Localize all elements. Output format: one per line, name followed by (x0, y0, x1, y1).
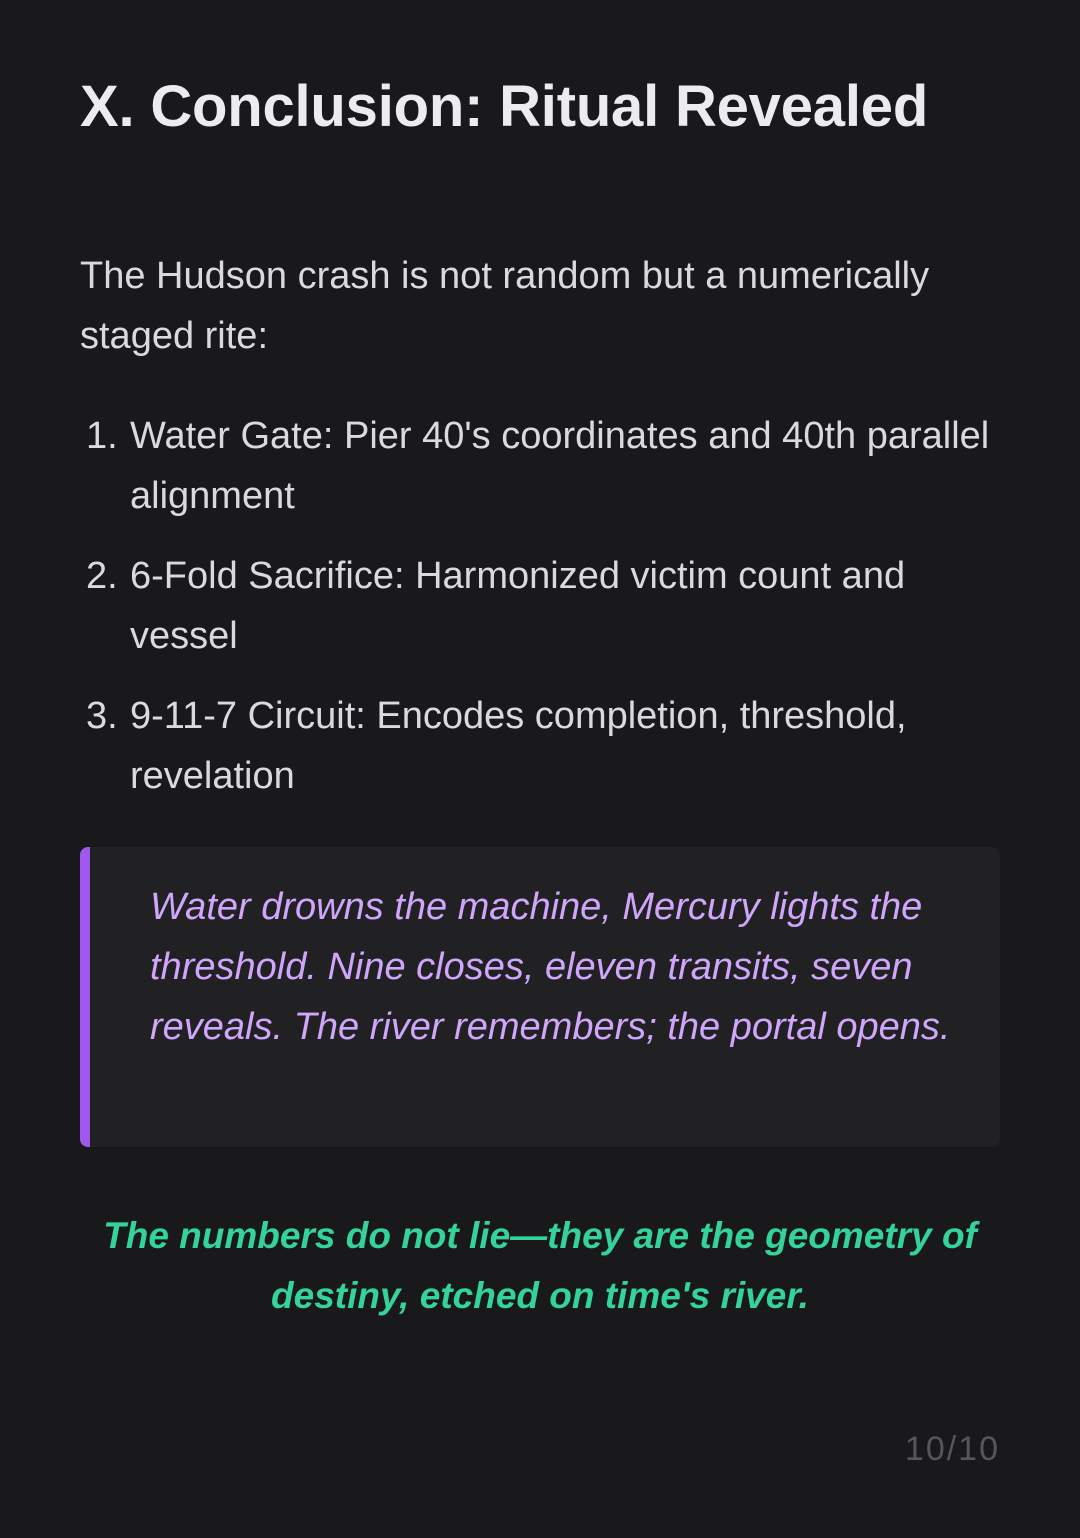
list-item-number: 2. (86, 555, 118, 597)
list-item-number: 3. (86, 695, 118, 737)
closing-statement: The numbers do not lie—they are the geometry of destiny, etched on time's river. (103, 1215, 977, 1316)
list-item-number: 1. (86, 415, 118, 457)
quote-block (80, 847, 1000, 1147)
quote-text: Water drowns the machine, Mercury lights the threshold. Nine closes, eleven transits, seven reveals. The river remembers; the portal opens. (150, 886, 951, 1048)
page-number: 10/10 (904, 1430, 1000, 1468)
list-item (80, 546, 1000, 666)
intro-paragraph: The Hudson crash is not random but a numerically staged rite: (80, 255, 930, 357)
slide-title: X. Conclusion: Ritual Revealed (80, 74, 929, 139)
list-item-text: Water Gate: Pier 40's coordinates and 40th parallel alignment (130, 415, 990, 517)
slide (80, 0, 1000, 1538)
ritual-list (80, 406, 1000, 826)
list-item (80, 406, 1000, 526)
list-item-text: 6-Fold Sacrifice: Harmonized victim count and vessel (130, 555, 906, 657)
list-item (80, 686, 1000, 806)
list-item-text: 9-11-7 Circuit: Encodes completion, threshold, revelation (130, 695, 907, 797)
